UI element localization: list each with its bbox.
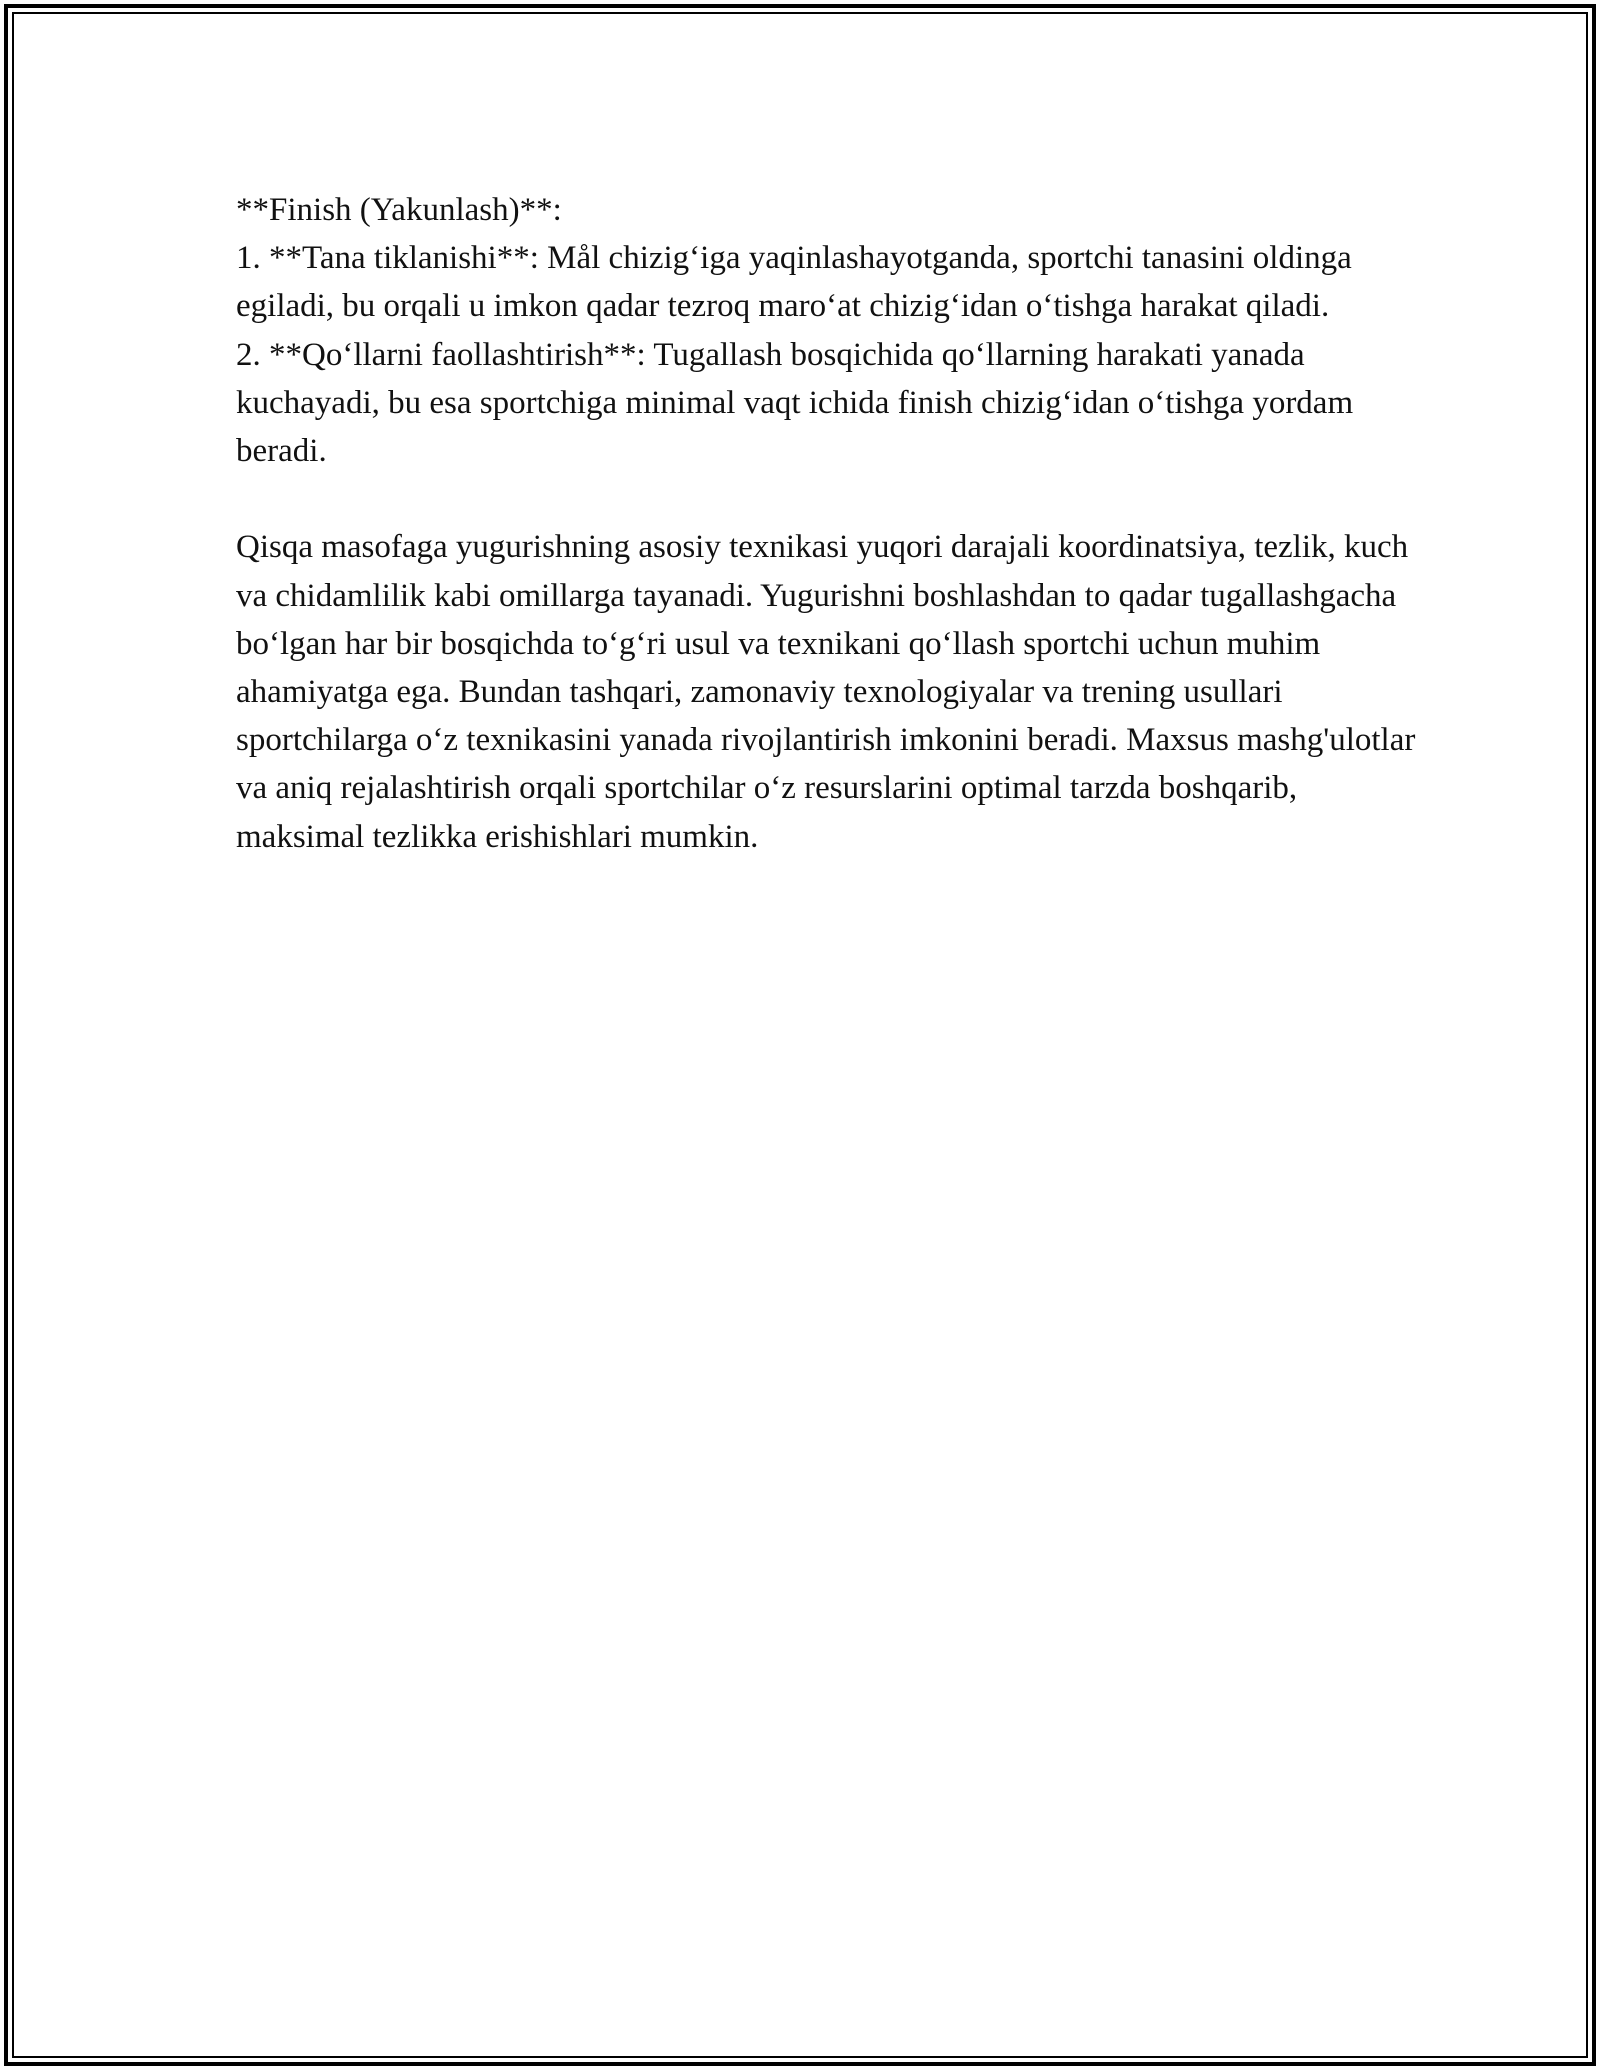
paragraph-spacer	[236, 475, 1416, 523]
list-item: 2. **Qo‘llarni faollashtirish**: Tugallash bosqichida qo‘llarning harakati yanada kuchayadi, bu esa sportchiga minimal vaqt ichida finish chizig‘idan o‘tishga yordam beradi.	[236, 336, 1354, 470]
body-paragraph: Qisqa masofaga yugurishning asosiy texnikasi yuqori darajali koordinatsiya, tezlik, kuch va chidamlilik kabi omillarga tayanadi. Yugurishni boshlashdan to qadar tugallashgacha bo‘lgan har bir bosqichda to‘g‘ri usul va texnikani qo‘llash sportchi uchun muhim ahamiyatga ega. Bundan tashqari, zamonaviy texnologiyalar va trening usullari sportchilarga o‘z texnikasini yanada rivojlantirish imkonini beradi. Maxsus mashg'ulotlar va aniq rejalashtirish orqali sportchilar o‘z resurslarini optimal tarzda boshqarib, maksimal tezlikka erishishlari mumkin.	[236, 529, 1416, 855]
document-body	[236, 186, 1416, 861]
list-item: 1. **Tana tiklanishi**: Mål chizig‘iga yaqinlashayotganda, sportchi tanasini oldinga egiladi, bu orqali u imkon qadar tezroq maro‘at chizig‘idan o‘tishga harakat qiladi.	[236, 240, 1352, 325]
section-heading: **Finish (Yakunlash)**:	[236, 192, 562, 228]
